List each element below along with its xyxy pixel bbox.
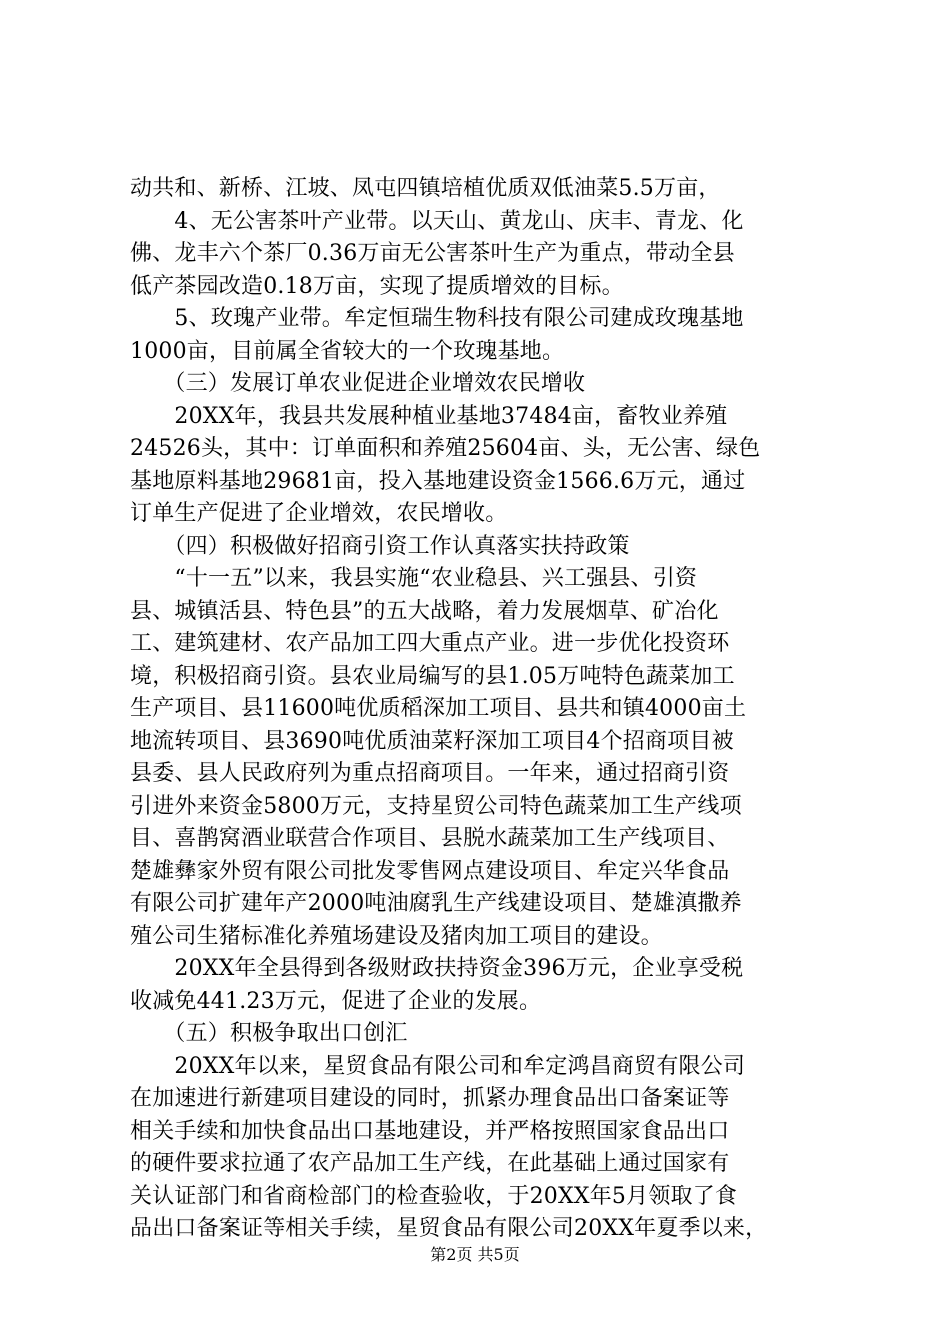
- text-line: 佛、龙丰六个茶厂0.36万亩无公害茶叶生产为重点，带动全县: [130, 241, 735, 266]
- text-line: 生产项目、县11600吨优质稻深加工项目、县共和镇4000亩土: [130, 696, 747, 721]
- section-heading: （五）积极争取出口创汇: [130, 1021, 408, 1046]
- text-line: 县委、县人民政府列为重点招商项目。一年来，通过招商引资: [130, 761, 730, 786]
- text-line: 县、城镇活县、特色县”的五大战略，着力发展烟草、矿冶化: [130, 598, 719, 624]
- text-line: 4、无公害茶叶产业带。以天山、黄龙山、庆丰、青龙、化: [130, 208, 744, 234]
- text-line: 境，积极招商引资。县农业局编写的县1.05万吨特色蔬菜加工: [130, 663, 735, 689]
- text-line: 品出口备案证等相关手续，星贸食品有限公司20XX年夏季以来，: [130, 1216, 768, 1241]
- text-line: 1000亩，目前属全省较大的一个玫瑰基地。: [130, 338, 565, 364]
- text-line: 相关手续和加快食品出口基地建设，并严格按照国家食品出口: [130, 1118, 730, 1144]
- text-line: 关认证部门和省商检部门的检查验收，于20XX年5月领取了食: [130, 1183, 738, 1209]
- text-line: 的硬件要求拉通了农产品加工生产线，在此基础上通过国家有: [130, 1151, 730, 1176]
- section-heading: （四）积极做好招商引资工作认真落实扶持政策: [130, 533, 630, 559]
- text-line: “十一五”以来，我县实施“农业稳县、兴工强县、引资: [130, 566, 698, 591]
- text-line: 在加速进行新建项目建设的同时，抓紧办理食品出口备案证等: [130, 1086, 730, 1111]
- text-line: 地流转项目、县3690吨优质油菜籽深加工项目4个招商项目被: [130, 728, 734, 754]
- page-footer: [0, 1245, 950, 1265]
- page-indicator: 第2页 共5页: [430, 1245, 520, 1264]
- text-line: 20XX年，我县共发展种植业基地37484亩，畜牧业养殖: [130, 403, 728, 429]
- section-heading: （三）发展订单农业促进企业增效农民增收: [130, 371, 586, 396]
- text-line: 楚雄彝家外贸有限公司批发零售网点建设项目、牟定兴华食品: [130, 858, 730, 884]
- text-line: 动共和、新桥、江坡、凤屯四镇培植优质双低油菜5.5万亩，: [130, 176, 721, 201]
- text-line: 20XX年全县得到各级财政扶持资金396万元，企业享受税: [130, 956, 744, 981]
- text-line: 订单生产促进了企业增效，农民增收。: [130, 501, 508, 526]
- text-line: 有限公司扩建年产2000吨油腐乳生产线建设项目、楚雄滇撒养: [130, 891, 742, 916]
- text-line: 目、喜鹊窝酒业联营合作项目、县脱水蔬菜加工生产线项目、: [130, 826, 730, 851]
- text-line: 24526头，其中：订单面积和养殖25604亩、头，无公害、绿色: [130, 436, 761, 461]
- text-line: 引进外来资金5800万元，支持星贸公司特色蔬菜加工生产线项: [130, 793, 742, 819]
- document-body: [130, 173, 830, 1246]
- text-line: 工、建筑建材、农产品加工四大重点产业。进一步优化投资环: [130, 631, 730, 656]
- text-line: 低产茶园改造0.18万亩，实现了提质增效的目标。: [130, 273, 624, 299]
- text-line: 5、玫瑰产业带。牟定恒瑞生物科技有限公司建成玫瑰基地: [130, 306, 744, 331]
- text-line: 基地原料基地29681亩，投入基地建设资金1566.6万元，通过: [130, 468, 746, 494]
- text-line: 收减免441.23万元，促进了企业的发展。: [130, 988, 542, 1014]
- text-line: 殖公司生猪标准化养殖场建设及猪肉加工项目的建设。: [130, 923, 663, 949]
- text-line: 20XX年以来，星贸食品有限公司和牟定鸿昌商贸有限公司: [130, 1053, 746, 1079]
